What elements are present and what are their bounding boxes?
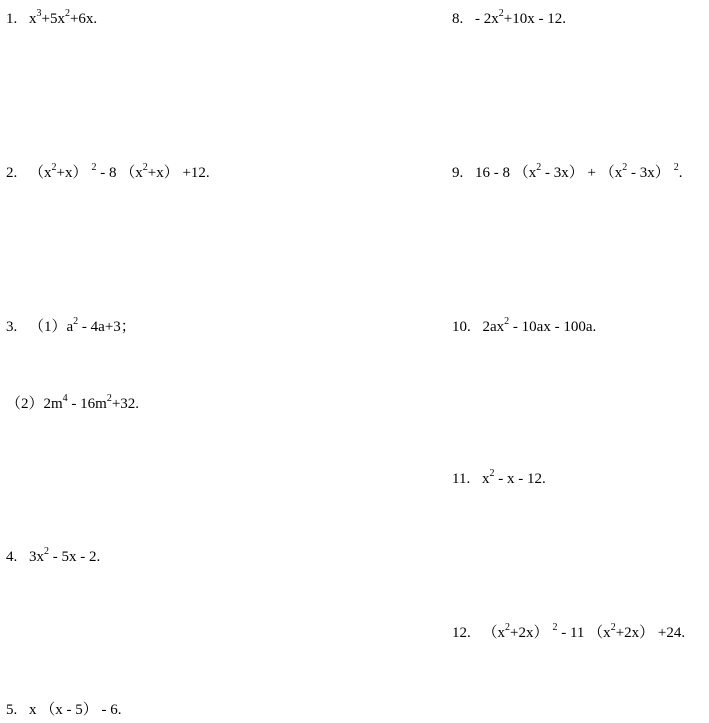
problem-8: [452, 8, 566, 27]
exponent: 2: [622, 162, 628, 173]
expr-text: - 3x） + （x: [541, 165, 623, 181]
problem-number: 9.: [452, 165, 464, 181]
exponent: 2: [91, 162, 97, 173]
expr-text: +2x） +24.: [615, 625, 686, 641]
problem-2: [6, 162, 210, 181]
exponent: 2: [106, 393, 112, 404]
expr-text: - 2x: [475, 11, 499, 27]
expr-text: - x - 12.: [494, 471, 546, 487]
expr-text: （1）a: [29, 319, 74, 335]
exponent: 2: [73, 316, 79, 327]
exponent: 2: [504, 316, 510, 327]
exponent: 2: [505, 622, 511, 633]
exponent: 4: [62, 393, 68, 404]
expr-text: +x）: [56, 165, 88, 181]
exponent: 2: [142, 162, 148, 173]
expr-text: - 16m: [67, 396, 107, 412]
problem-number: 5.: [6, 702, 18, 718]
expr-text: +2x）: [510, 625, 549, 641]
expr-text: +x） +12.: [147, 165, 210, 181]
expr-text: +10x - 12.: [503, 11, 566, 27]
exponent: 2: [610, 622, 616, 633]
expr-text: 2ax: [482, 319, 505, 335]
exponent: 2: [51, 162, 57, 173]
exponent: 2: [536, 162, 542, 173]
problem-number: 1.: [6, 11, 18, 27]
problem-number: 10.: [452, 319, 471, 335]
exponent: 2: [44, 546, 49, 557]
expr-text: .: [678, 165, 683, 181]
exponent: 2: [489, 468, 495, 479]
problem-9: [452, 162, 683, 181]
expr-text: 16 - 8 （x: [475, 165, 537, 181]
expr-text: - 3x）: [627, 165, 670, 181]
problem-number: 2.: [6, 165, 18, 181]
expr-text: - 11 （x: [557, 625, 611, 641]
expr-text: +32.: [111, 396, 140, 412]
problem-number: 4.: [6, 549, 18, 565]
problem-11: [452, 468, 546, 487]
exponent: 3: [36, 8, 42, 19]
exponent: 2: [673, 162, 679, 173]
problem-3: [6, 316, 136, 335]
problem-10: [452, 316, 597, 335]
expr-text: x: [481, 471, 490, 487]
problem-12: [452, 622, 686, 641]
expr-text: x: [29, 11, 37, 27]
problem-1: [6, 8, 98, 27]
exponent: 2: [64, 8, 70, 19]
expr-text: +5x: [41, 11, 65, 27]
problem-3-part-2: [6, 393, 140, 412]
expr-text: x （x - 5） - 6.: [29, 702, 122, 718]
problem-4: [6, 546, 101, 565]
expr-text: （x: [29, 165, 52, 181]
expr-text: （2）2m: [6, 396, 63, 412]
expr-text: +6x.: [69, 11, 98, 27]
exponent: 2: [498, 8, 504, 19]
problem-number: 11.: [452, 471, 471, 487]
problem-number: 3.: [6, 319, 18, 335]
problem-number: 8.: [452, 11, 464, 27]
expr-text: - 8 （x: [96, 165, 143, 181]
expr-text: - 5x - 2.: [49, 549, 101, 565]
expr-text: - 10ax - 100a.: [509, 319, 597, 335]
expr-text: - 4a+3；: [78, 319, 136, 335]
exponent: 2: [552, 622, 558, 633]
problem-number: 12.: [452, 625, 471, 641]
expr-text: 3x: [29, 549, 44, 565]
problem-5: [6, 703, 122, 718]
expr-text: （x: [482, 625, 506, 641]
